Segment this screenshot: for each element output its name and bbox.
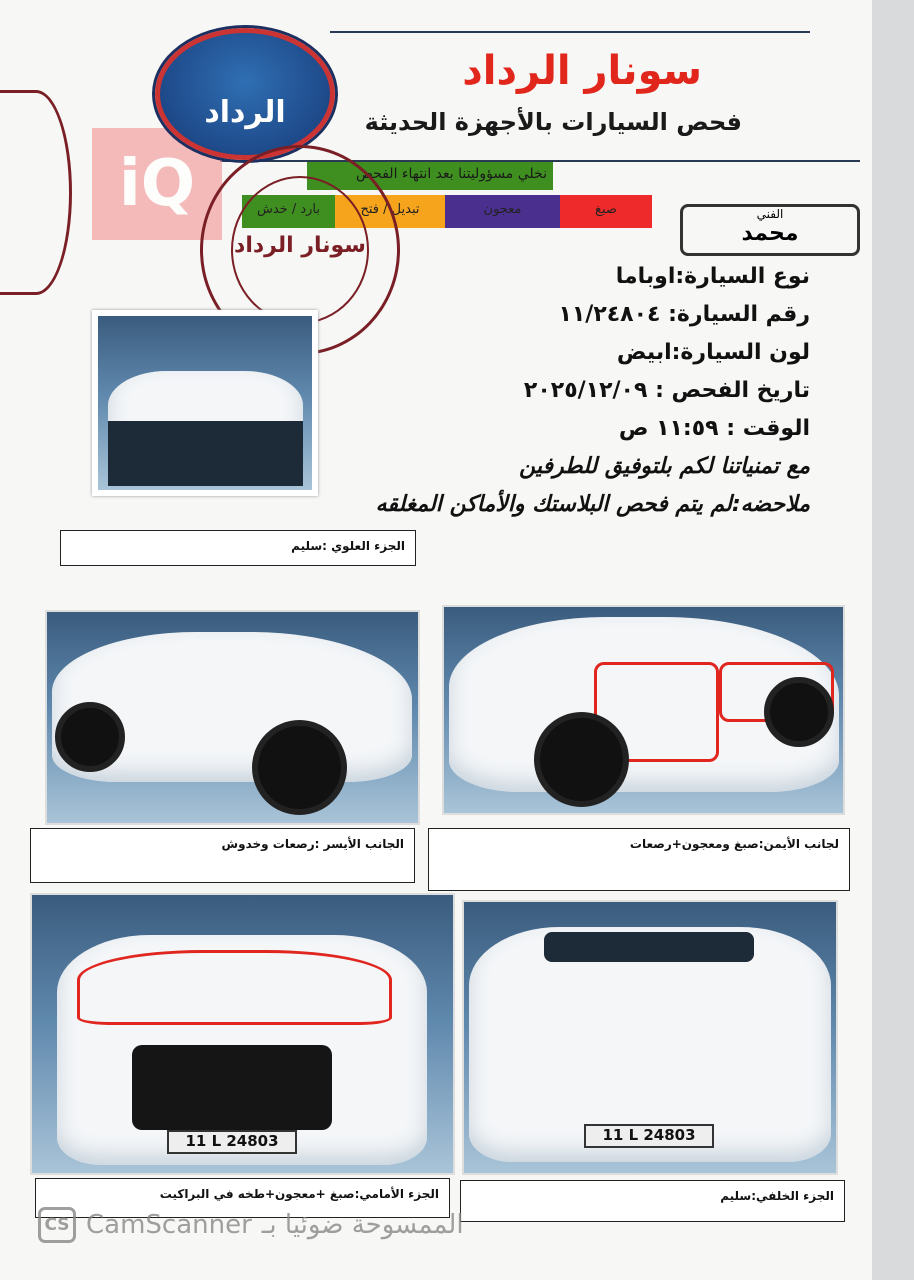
note-text: ملاحضه:لم يتم فحص البلاستك والأماكن المغلقه [375,492,810,517]
photo-roof [92,310,318,496]
company-name: سونار الرداد [462,48,702,94]
wish-text: مع تمنياتنا لكم بلتوفيق للطرفين [519,454,810,479]
technician-name: محمد [741,221,799,246]
rear-plate: 11 L 24803 [584,1124,714,1148]
caption-top: الجزء العلوي :سليم [60,530,416,566]
photo-rear [462,900,838,1175]
legend-paint: صبغ [560,195,652,228]
car-number: رقم السيارة: ١١/٢٤٨٠٤ [558,302,810,327]
header-top-rule [330,31,810,33]
disclaimer-banner: نخلي مسؤوليتنا بعد انتهاء الفحص [307,162,553,190]
company-stamp: سونار الرداد [200,145,400,355]
caption-rear: الجزء الخلفي:سليم [460,1180,845,1222]
watermark-logo: iQ [92,128,222,240]
car-type: نوع السيارة:اوباما [615,264,810,289]
car-info [376,258,810,524]
legend-scratch: بارد / خدش [242,195,335,228]
side-stamp [0,90,72,295]
legend-putty: معجون [445,195,560,228]
inspection-time: الوقت : ١١:٥٩ ص [618,416,810,441]
car-color: لون السيارة:ابيض [616,340,810,365]
inspection-date: تاريخ الفحص : ٢٠٢٥/١٢/٠٩ [523,378,810,403]
company-logo: الرداد [155,28,335,160]
legend-replaced: تبديل / فتح [335,195,445,228]
photo-front [30,893,455,1175]
photo-left-side [45,610,420,825]
photo-right-side [442,605,845,815]
caption-left: الجانب الأيسر :رصعات وخدوش [30,828,415,883]
technician-stamp: الفني محمد [680,204,860,256]
camscanner-logo-icon: CS [38,1207,76,1243]
caption-front: الجزء الأمامي:صبغ +معجون+طخه في البراكيت [35,1178,450,1218]
front-plate: 11 L 24803 [167,1130,297,1154]
company-tagline: فحص السيارات بالأجهزة الحديثة [364,108,742,136]
caption-right: لجانب الأيمن:صبغ ومعجون+رصعات [428,828,850,891]
camscanner-watermark: CS CamScanner الممسوحة ضوئيا بـ [38,1207,464,1243]
